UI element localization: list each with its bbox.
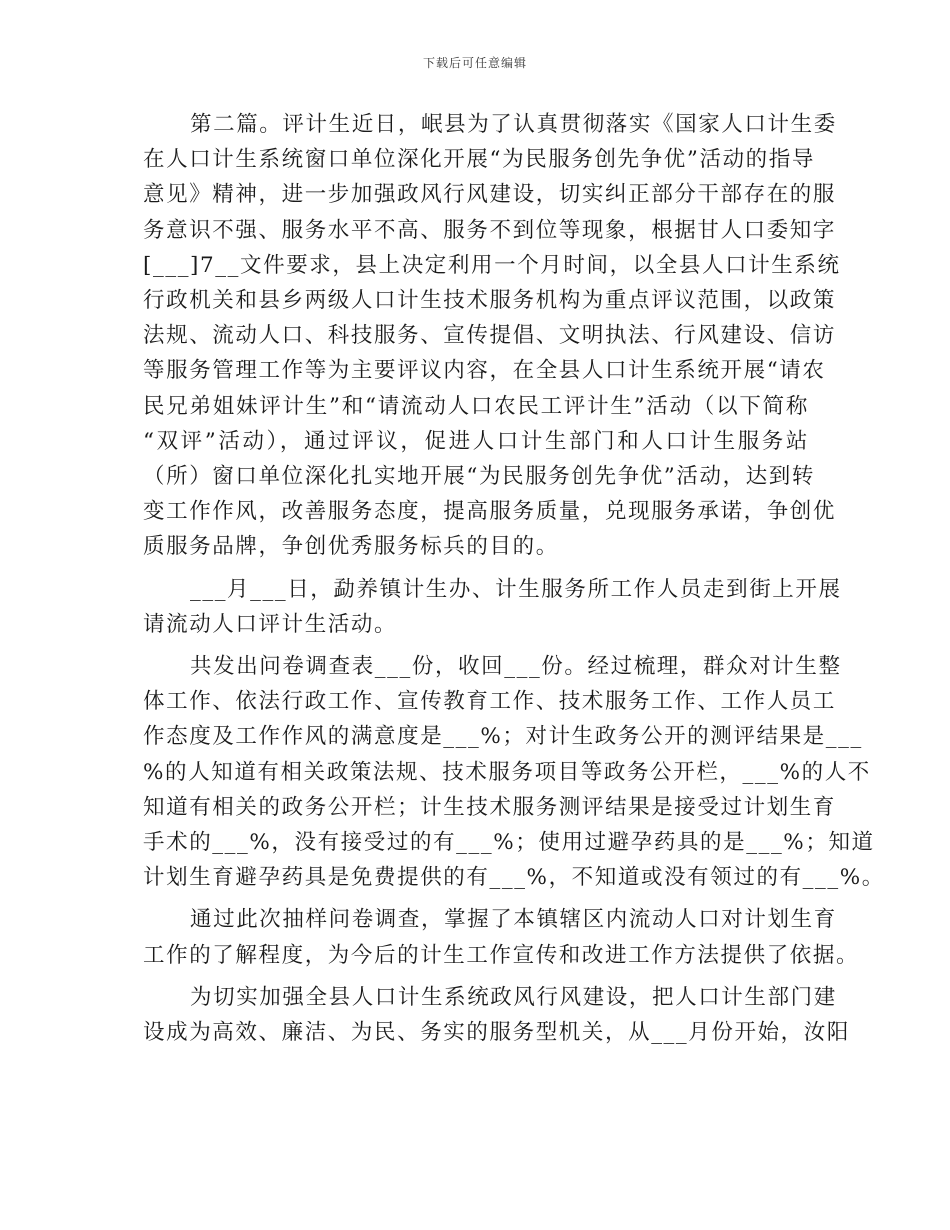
- text-line: [___]7__文件要求，县上决定利用一个月时间，以全县人口计生系统: [143, 252, 841, 278]
- text-line: 设成为高效、廉洁、为民、务实的服务型机关，从___月份开始，汝阳: [143, 1020, 850, 1046]
- text-line: 变工作作风，改善服务态度，提高服务质量，兑现服务承诺，争创优: [143, 499, 837, 525]
- text-line: %的人知道有相关政策法规、技术服务项目等政务公开栏，___%的人不: [143, 759, 871, 785]
- text-line: 等服务管理工作等为主要评议内容，在全县人口计生系统开展“请农: [143, 358, 826, 384]
- text-line: 务意识不强、服务水平不高、服务不到位等现象，根据甘人口委知字: [143, 217, 837, 243]
- text-line: 意见》精神，进一步加强政风行风建设，切实纠正部分干部存在的服: [143, 182, 837, 208]
- paragraph-2: [143, 572, 842, 642]
- text-line: 共发出问卷调查表___份，收回___份。经过梳理，群众对计生整: [190, 654, 842, 680]
- paragraph-1: [143, 107, 841, 565]
- text-line: “双评”活动），通过评议，促进人口计生部门和人口计生服务站: [143, 428, 809, 454]
- text-line: 计划生育避孕药具是免费提供的有___%，不知道或没有领过的有___%。: [143, 865, 885, 891]
- text-line: 工作的了解程度，为今后的计生工作宣传和改进工作方法提供了依据。: [143, 942, 860, 968]
- text-line: ___月___日，勐养镇计生办、计生服务所工作人员走到街上开展: [190, 576, 842, 602]
- text-line: 手术的___%，没有接受过的有___%；使用过避孕药具的是___%；知道: [143, 830, 875, 856]
- document-body: [143, 107, 885, 1050]
- text-line: 为切实加强全县人口计生系统政风行风建设，把人口计生部门建: [190, 984, 837, 1010]
- text-line: 质服务品牌，争创优秀服务标兵的目的。: [143, 534, 559, 560]
- text-line: 体工作、依法行政工作、宣传教育工作、技术服务工作、工作人员工: [143, 689, 837, 715]
- text-line: 通过此次抽样问卷调查，掌握了本镇辖区内流动人口对计划生育: [190, 907, 837, 933]
- paragraph-4: [143, 902, 860, 972]
- text-line: 知道有相关的政务公开栏；计生技术服务测评结果是接受过计划生育: [143, 794, 837, 820]
- paragraph-3: [143, 649, 885, 895]
- text-line: 在人口计生系统窗口单位深化开展“为民服务创先争优”活动的指导: [143, 147, 815, 173]
- text-line: 第二篇。评计生近日，岷县为了认真贯彻落实《国家人口计生委: [190, 112, 837, 137]
- text-line: 行政机关和县乡两级人口计生技术服务机构为重点评议范围，以政策: [143, 288, 837, 314]
- page-header: 下载后可任意编辑: [422, 56, 527, 70]
- text-line: 请流动人口评计生活动。: [143, 611, 398, 637]
- text-line: 法规、流动人口、科技服务、宣传提倡、文明执法、行风建设、信访: [143, 323, 837, 349]
- paragraph-5: [143, 980, 850, 1050]
- text-line: 民兄弟姐妹评计生”和“请流动人口农民工评计生”活动（以下简称: [143, 393, 809, 419]
- text-line: 作态度及工作作风的满意度是___%；对计生政务公开的测评结果是___: [143, 724, 863, 750]
- text-line: （所）窗口单位深化扎实地开展“为民服务创先争优”活动，达到转: [143, 464, 815, 490]
